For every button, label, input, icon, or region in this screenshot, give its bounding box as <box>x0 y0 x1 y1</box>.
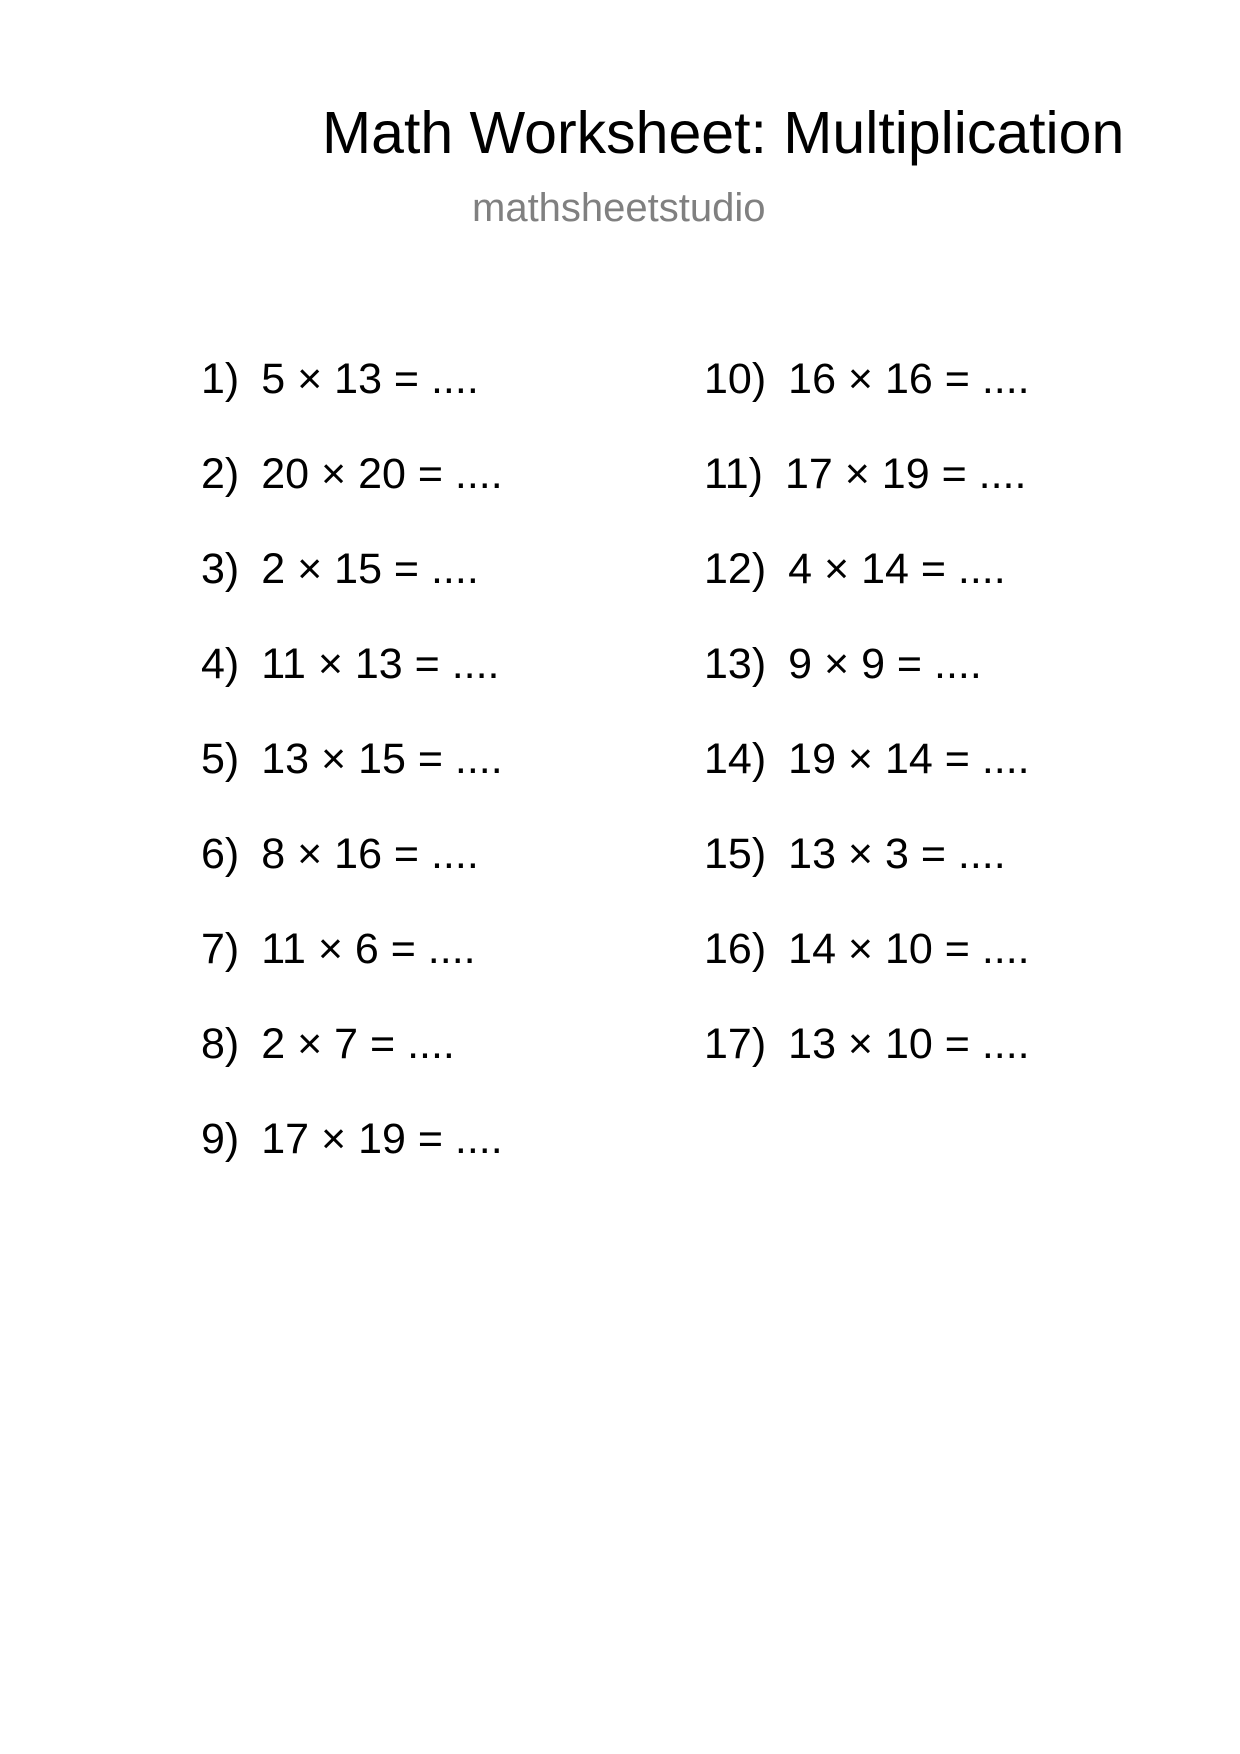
problem-item <box>201 544 503 639</box>
problem-column-left <box>201 354 503 1209</box>
problem-item <box>704 924 1030 1019</box>
problem-number: 4) <box>201 640 240 688</box>
problem-number: 6) <box>201 830 240 878</box>
problem-number: 9) <box>201 1115 240 1163</box>
problem-item <box>201 1019 503 1114</box>
problem-item <box>704 1019 1030 1114</box>
problem-expression: 8 × 16 = .... <box>261 830 479 878</box>
problem-number: 8) <box>201 1020 240 1068</box>
problem-item <box>704 734 1030 829</box>
problem-number: 3) <box>201 545 240 593</box>
problem-number: 7) <box>201 925 240 973</box>
problem-expression: 2 × 15 = .... <box>261 545 479 593</box>
problem-item <box>201 354 503 449</box>
problem-item <box>704 639 1030 734</box>
problem-expression: 9 × 9 = .... <box>788 640 982 688</box>
problem-number: 2) <box>201 450 240 498</box>
problem-number: 14) <box>704 735 767 783</box>
problem-expression: 20 × 20 = .... <box>261 450 503 498</box>
problem-number: 13) <box>704 640 767 688</box>
problem-expression: 16 × 16 = .... <box>788 355 1030 403</box>
problem-expression: 13 × 15 = .... <box>261 735 503 783</box>
problem-item <box>201 449 503 544</box>
problem-number: 11) <box>704 450 763 498</box>
problem-expression: 4 × 14 = .... <box>788 545 1006 593</box>
problem-number: 15) <box>704 830 767 878</box>
problem-expression: 13 × 3 = .... <box>788 830 1006 878</box>
problem-item <box>201 734 503 829</box>
problem-number: 17) <box>704 1020 767 1068</box>
problem-number: 10) <box>704 355 767 403</box>
problem-item <box>201 639 503 734</box>
problem-item <box>201 924 503 1019</box>
problem-expression: 19 × 14 = .... <box>788 735 1030 783</box>
problem-number: 16) <box>704 925 767 973</box>
problem-number: 12) <box>704 545 767 593</box>
problem-number: 5) <box>201 735 240 783</box>
page-title: Math Worksheet: Multiplication <box>322 100 1125 166</box>
problem-expression: 2 × 7 = .... <box>261 1020 455 1068</box>
problem-item <box>704 354 1030 449</box>
problem-item <box>704 449 1030 544</box>
problem-item <box>704 829 1030 924</box>
problem-expression: 17 × 19 = .... <box>784 450 1027 498</box>
page-subtitle: mathsheetstudio <box>472 186 766 230</box>
problem-expression: 5 × 13 = .... <box>261 355 479 403</box>
problem-item <box>201 1114 503 1209</box>
problem-expression: 13 × 10 = .... <box>788 1020 1030 1068</box>
problem-expression: 11 × 13 = .... <box>261 640 500 688</box>
problem-expression: 14 × 10 = .... <box>788 925 1030 973</box>
problem-number: 1) <box>201 355 240 403</box>
problem-expression: 11 × 6 = .... <box>261 925 476 973</box>
problem-item <box>201 829 503 924</box>
problem-column-right <box>704 354 1030 1114</box>
problem-item <box>704 544 1030 639</box>
problem-expression: 17 × 19 = .... <box>261 1115 503 1163</box>
